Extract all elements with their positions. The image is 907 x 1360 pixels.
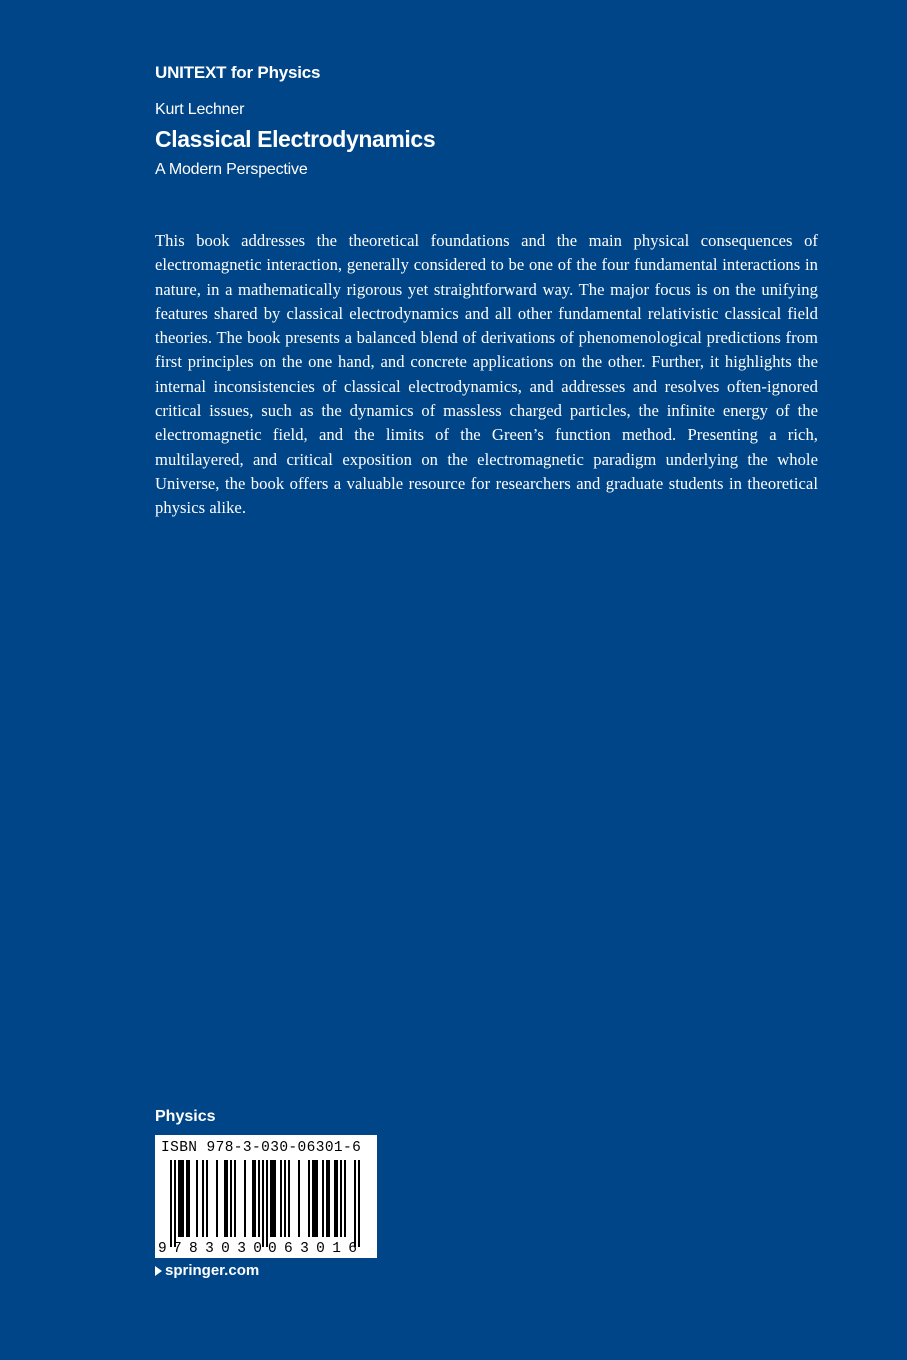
barcode-bar [266, 1160, 268, 1247]
barcode-bar [182, 1160, 184, 1237]
book-subtitle: A Modern Perspective [155, 161, 308, 178]
barcode-bar [252, 1160, 254, 1237]
barcode-bar [186, 1160, 188, 1237]
barcode-bar [270, 1160, 272, 1237]
series-name: UNITEXT for Physics [155, 63, 321, 82]
barcode-first-digit: 9 [158, 1241, 167, 1257]
barcode-bar [354, 1160, 356, 1247]
subject-category: Physics [155, 1108, 216, 1125]
barcode-bar [340, 1160, 342, 1237]
barcode-bar [216, 1160, 218, 1237]
barcode-bar [196, 1160, 198, 1237]
publisher-url: springer.com [165, 1262, 260, 1279]
barcode-bar [358, 1160, 360, 1247]
barcode-bar [326, 1160, 328, 1237]
barcode-bar [230, 1160, 232, 1237]
barcode-bar [284, 1160, 286, 1237]
barcode-bar [262, 1160, 264, 1247]
isbn-barcode-panel [155, 1135, 377, 1258]
author-name: Kurt Lechner [155, 101, 245, 118]
barcode-bar [298, 1160, 300, 1237]
barcode-bar [312, 1160, 314, 1237]
barcode-bar [202, 1160, 204, 1237]
book-title: Classical Electrodynamics [155, 126, 436, 152]
triangle-arrow-icon [155, 1266, 162, 1276]
barcode-bar [344, 1160, 346, 1237]
barcode-bar [280, 1160, 282, 1237]
publisher-link[interactable] [155, 1262, 259, 1279]
barcode-bar [322, 1160, 324, 1237]
barcode-bar [180, 1160, 182, 1237]
barcode-bar [328, 1160, 330, 1237]
barcode-bar [308, 1160, 310, 1237]
barcode-bar [206, 1160, 208, 1237]
barcode-bar [174, 1160, 176, 1247]
barcode-bar [274, 1160, 276, 1237]
barcode-bar [254, 1160, 256, 1237]
barcode-bar [258, 1160, 260, 1237]
barcode-bar [188, 1160, 190, 1237]
barcode-bar [234, 1160, 236, 1237]
barcode-bar [336, 1160, 338, 1237]
barcode-bar [272, 1160, 274, 1237]
barcode-graphic [155, 1135, 377, 1258]
barcode-bar [170, 1160, 172, 1247]
barcode-bar [226, 1160, 228, 1237]
barcode-bar [244, 1160, 246, 1237]
barcode-bar [224, 1160, 226, 1237]
barcode-bar [316, 1160, 318, 1237]
isbn-label: ISBN 978-3-030-06301-6 [161, 1140, 362, 1156]
book-description: This book addresses the theoretical foundations and the main physical consequences of electromagnetic interaction, generally considered to be one of the four fundamental interactions in nature, in a mathematically rigorous yet straightforward way. The major focus is on the unifying features shared by classical electrodynamics and all other fundamental relativistic classical field theories. The book presents a balanced blend of derivations of phenomenological predictions from first principles on the one hand, and concrete applications on the other. Further, it highlights the internal inconsistencies of classical electrodynamics, and addresses and resolves often-ignored critical issues, such as the dynamics of massless charged particles, the infinite energy of the electromagnetic field, and the limits of the Green’s function method. Presenting a rich, multilayered, and critical exposition on the electromagnetic paradigm underlying the whole Universe, the book offers a valuable resource for researchers and graduate students in theoretical physics alike. [155, 231, 818, 518]
barcode-bar [178, 1160, 180, 1237]
barcode-bar [314, 1160, 316, 1237]
barcode-bar [334, 1160, 336, 1237]
barcode-right-digits: 063016 [268, 1241, 357, 1257]
barcode-bar [288, 1160, 290, 1237]
barcode-left-digits: 783030 [173, 1241, 262, 1257]
